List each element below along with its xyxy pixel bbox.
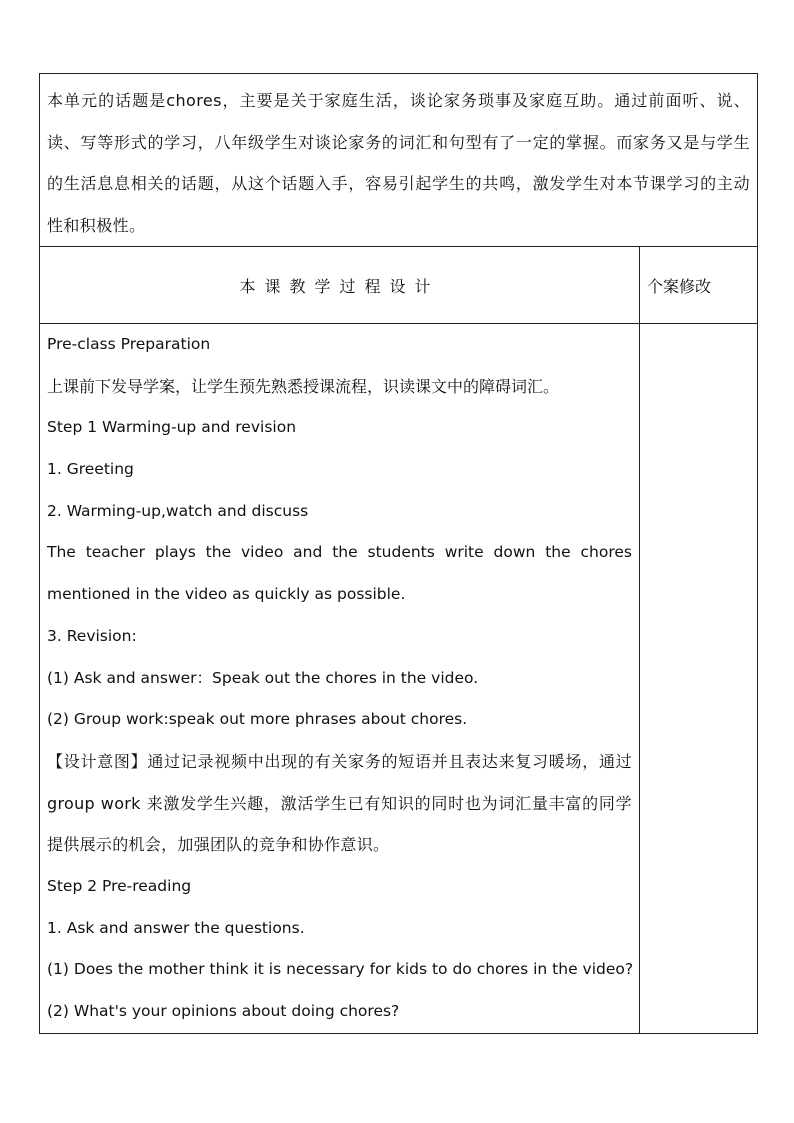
step2-question-1: (1) Does the mother think it is necessary for kids to do chores in the video? [47,960,634,979]
teaching-process-header [40,247,640,324]
teaching-process-cell [40,324,640,1034]
design-intent-paragraph: 【设计意图】通过记录视频中出现的有关家务的短语并且表达来复习暖场，通过 group work 来激发学生兴趣，激活学生已有知识的同时也为词汇量丰富的同学提供展示的机会，加强团队的竞争和协作意识。 [47,751,632,855]
step1-item-warming-up-description: The teacher plays the video and the students write down the chores mentioned in the video as quickly as possible. [47,543,632,604]
case-revision-cell [640,324,758,1034]
header-row [40,247,758,324]
case-revision-title: 个案修改 [647,276,712,296]
intro-cell [40,74,758,247]
revision-sub-item-1: (1) Ask and answer：Speak out the chores in the video. [47,668,479,687]
step2-heading: Step 2 Pre-reading [47,877,192,896]
pre-class-heading: Pre-class Preparation [47,335,211,353]
body-row [40,324,758,1034]
step2-question-2: (2) What's your opinions about doing chores? [47,1002,400,1021]
revision-sub-item-2: (2) Group work:speak out more phrases about chores. [47,710,468,729]
step1-item-warming-up: 2. Warming-up,watch and discuss [47,501,309,520]
pre-class-text: 上课前下发导学案，让学生预先熟悉授课流程，识读课文中的障碍词汇。 [47,376,560,396]
intro-row [40,74,758,247]
lesson-plan-table [39,73,758,1034]
case-revision-header [640,247,758,324]
step1-item-revision: 3. Revision: [47,626,137,645]
step1-heading: Step 1 Warming-up and revision [47,418,297,437]
step2-item-questions: 1. Ask and answer the questions. [47,918,305,937]
intro-paragraph: 本单元的话题是chores，主要是关于家庭生活，谈论家务琐事及家庭互助。通过前面听、说、读、写等形式的学习，八年级学生对谈论家务的词汇和句型有了一定的掌握。而家务又是与学生的生活息息相关的话题，从这个话题入手，容易引起学生的共鸣，激发学生对本节课学习的主动性和积极性。 [47,91,750,235]
teaching-process-title: 本课教学过程设计 [239,276,440,296]
step1-item-greeting: 1. Greeting [47,460,134,479]
